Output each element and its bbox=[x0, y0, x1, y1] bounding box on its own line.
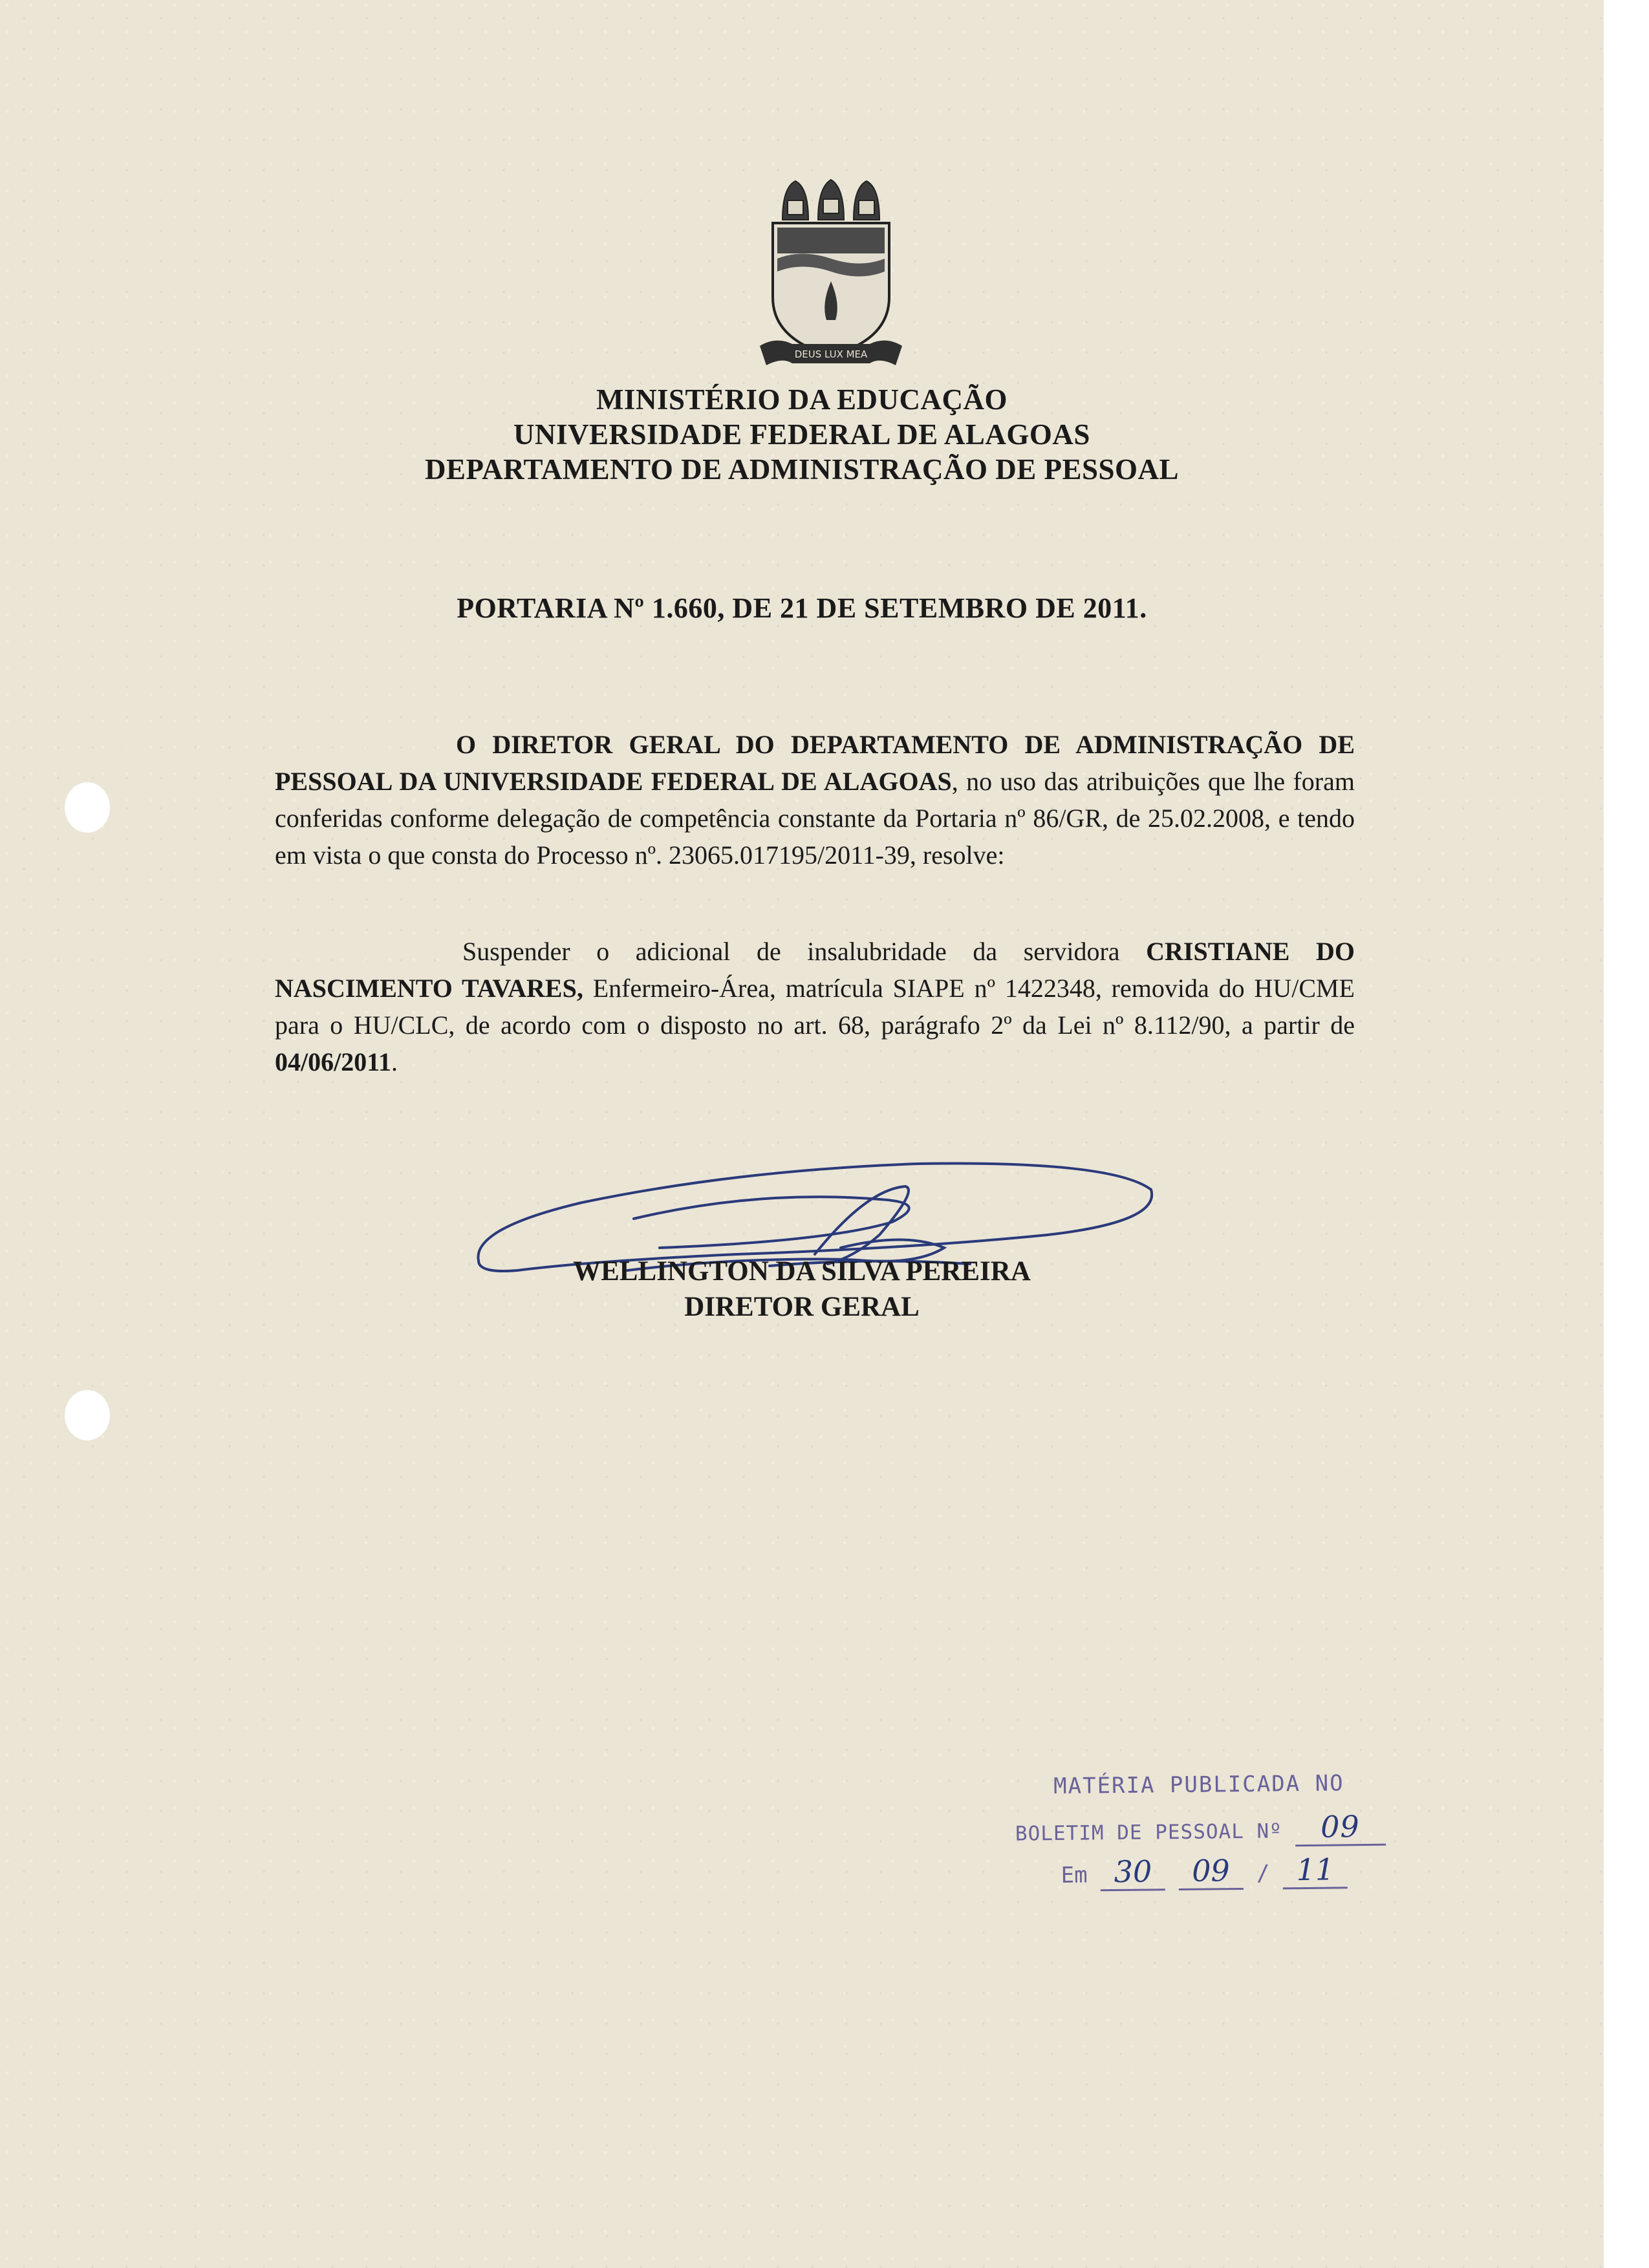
decision-text-1: Suspender o adicional de insalubridade da servidora bbox=[462, 937, 1147, 966]
stamp-bulletin-label: BOLETIM DE PESSOAL Nº bbox=[1015, 1819, 1283, 1846]
stamp-year-field bbox=[1283, 1852, 1348, 1889]
preamble-paragraph bbox=[275, 726, 1355, 873]
stamp-bulletin-number-field bbox=[1295, 1809, 1386, 1846]
decision-text-2: Enfermeiro-Área, matrícula SIAPE nº 1422348, removida do HU/CME para o HU/CLC, de acordo com o disposto no art. 68, parágrafo 2º da Lei nº 8.112/90, a partir de bbox=[275, 974, 1355, 1040]
stamp-day: 30 bbox=[1114, 1854, 1152, 1890]
ministry-heading: MINISTÉRIO DA EDUCAÇÃO bbox=[596, 383, 1008, 416]
signatory-title: DIRETOR GERAL bbox=[684, 1292, 920, 1322]
signatory-name: WELLINGTON DA SILVA PEREIRA bbox=[573, 1256, 1031, 1287]
preamble-text: , no uso das atribuições que lhe foram conferidas conforme delegação de competência constante da Portaria nº 86/GR, de 25.02.2008, e tendo em vista o que consta do Processo nº. 23065.017195/2011-39, resolve: bbox=[275, 767, 1355, 870]
publication-stamp bbox=[1015, 1769, 1469, 1903]
stamp-date-prefix: Em bbox=[1061, 1862, 1088, 1888]
decision-text-3: . bbox=[391, 1047, 398, 1076]
stamp-year: 11 bbox=[1296, 1852, 1335, 1888]
stamp-date-separator: / bbox=[1256, 1860, 1270, 1887]
stamp-line-3 bbox=[1061, 1852, 1348, 1892]
stamp-month-field bbox=[1178, 1853, 1244, 1890]
university-heading: UNIVERSIDADE FEDERAL DE ALAGOAS bbox=[513, 418, 1090, 451]
stamp-day-field bbox=[1101, 1854, 1166, 1891]
stamp-line-2 bbox=[1015, 1809, 1386, 1850]
university-crest-icon bbox=[757, 175, 905, 375]
crest-motto: DEUS LUX MEA bbox=[794, 348, 868, 360]
preamble-authority: O DIRETOR GERAL DO DEPARTAMENTO DE ADMINISTRAÇÃO DE PESSOAL DA UNIVERSIDADE FEDERAL DE ALAGOAS bbox=[275, 730, 1355, 796]
binder-hole-top bbox=[65, 782, 110, 833]
stamp-bulletin-number: 09 bbox=[1320, 1809, 1361, 1845]
effective-date: 04/06/2011 bbox=[275, 1047, 392, 1076]
stamp-month: 09 bbox=[1191, 1853, 1231, 1888]
decision-paragraph bbox=[275, 933, 1355, 1080]
binder-hole-bottom bbox=[65, 1390, 110, 1440]
portaria-title: PORTARIA Nº 1.660, DE 21 DE SETEMBRO DE 2011. bbox=[457, 592, 1147, 624]
department-heading: DEPARTAMENTO DE ADMINISTRAÇÃO DE PESSOAL bbox=[424, 453, 1180, 486]
employee-name: CRISTIANE DO NASCIMENTO TAVARES, bbox=[275, 937, 1355, 1003]
stamp-line-1: MATÉRIA PUBLICADA NO bbox=[1053, 1770, 1344, 1800]
